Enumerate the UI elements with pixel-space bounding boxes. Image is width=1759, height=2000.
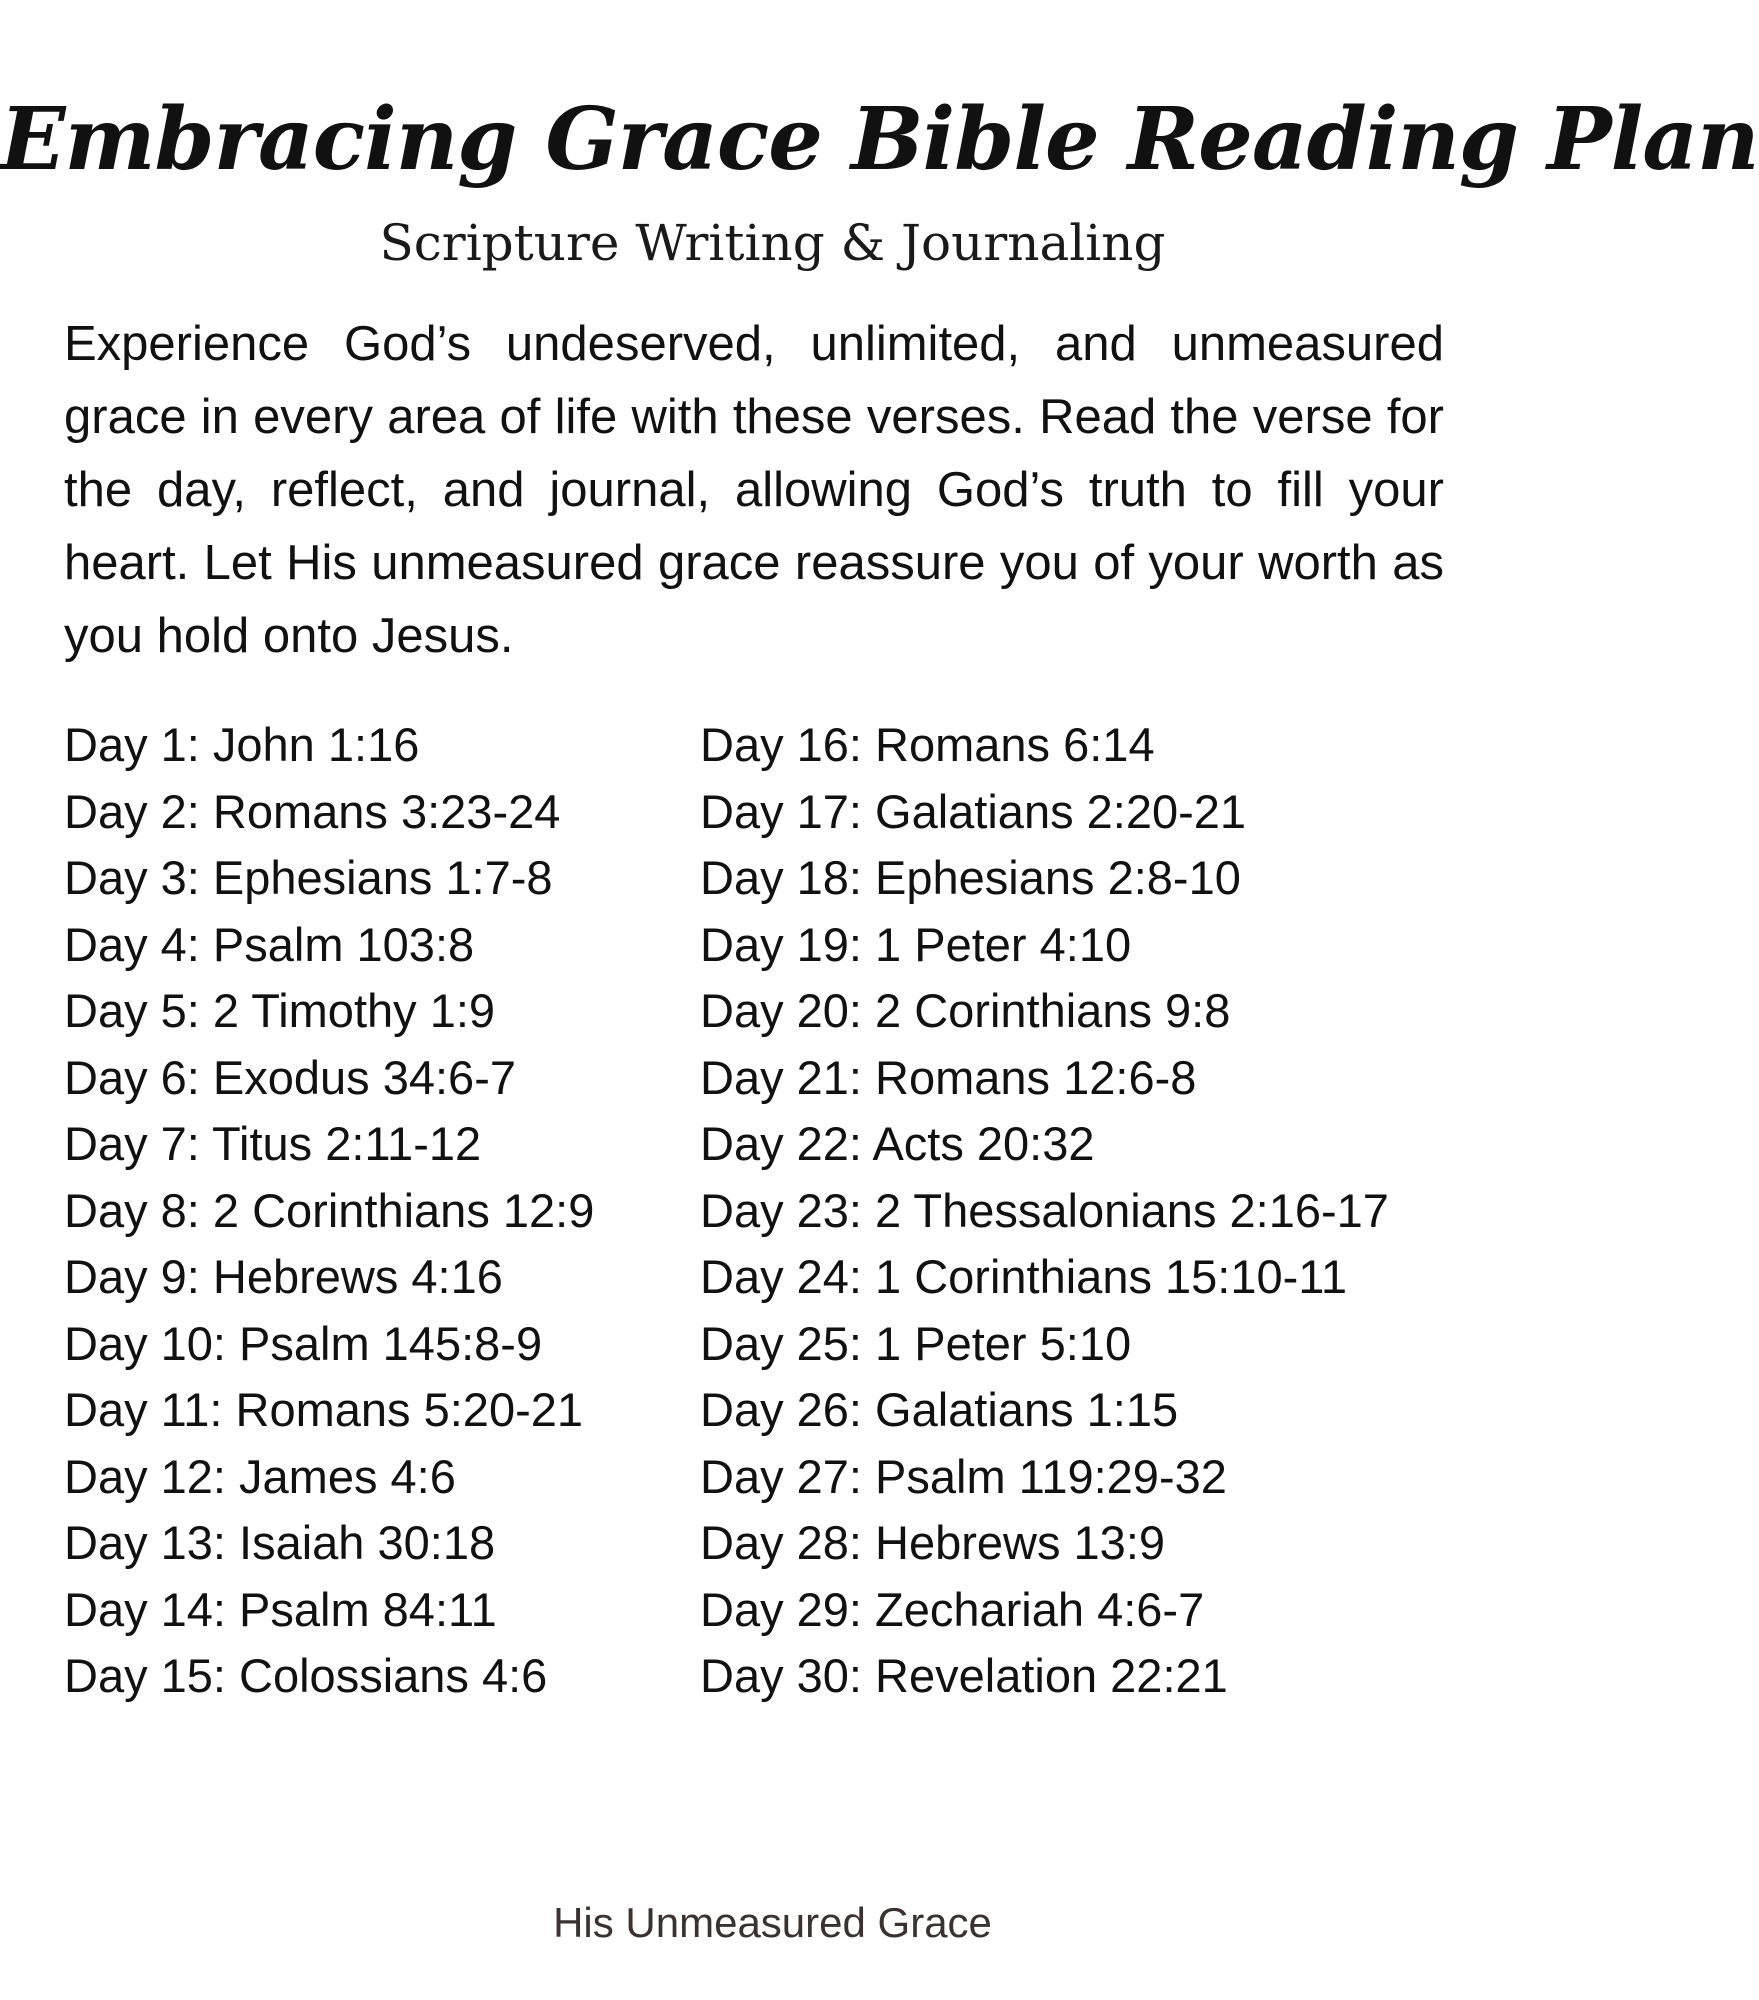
reading-item: Day 3: Ephesians 1:7-8 [64,851,553,904]
reading-item: Day 10: Psalm 145:8-9 [64,1316,543,1370]
reading-item: Day 16: Romans 6:14 [700,718,1155,771]
reading-item: Day 26: Galatians 1:15 [700,1383,1179,1436]
reading-item: Day 17: Galatians 2:20-21 [700,784,1247,838]
reading-item: Day 7: Titus 2:11-12 [64,1117,482,1170]
reading-item: Day 5: 2 Timothy 1:9 [64,984,496,1037]
reading-item: Day 29: Zechariah 4:6-7 [700,1582,1205,1636]
reading-item: Day 28: Hebrews 13:9 [700,1516,1166,1569]
readings-column-right [700,712,1460,1710]
reading-item: Day 27: Psalm 119:29-32 [700,1449,1227,1503]
intro-paragraph: Experience God’s undeserved, unlimited, and unmeasured grace in every area of life with these verses. Read the verse for the day, reflect, and journal, allowing God’s truth to fill your heart. Let His unmeasured grace reassure you of your worth as you hold onto Jesus. [64,317,1444,663]
reading-item: Day 18: Ephesians 2:8-10 [700,851,1241,904]
reading-item: Day 30: Revelation 22:21 [700,1649,1228,1702]
readings-column-left [64,712,704,1710]
reading-item: Day 22: Acts 20:32 [700,1117,1095,1170]
reading-item: Day 1: John 1:16 [64,718,420,771]
reading-item: Day 6: Exodus 34:6-7 [64,1050,516,1104]
reading-item: Day 9: Hebrews 4:16 [64,1250,503,1303]
reading-item: Day 25: 1 Peter 5:10 [700,1316,1132,1370]
reading-item: Day 4: Psalm 103:8 [64,917,475,971]
reading-item: Day 12: James 4:6 [64,1449,456,1503]
reading-item: Day 11: Romans 5:20-21 [64,1383,584,1436]
reading-item: Day 23: 2 Thessalonians 2:16-17 [700,1183,1389,1237]
reading-item: Day 8: 2 Corinthians 12:9 [64,1183,595,1237]
page-title: Embracing Grace Bible Reading Plan [0,89,1759,190]
page-subtitle: Scripture Writing & Journaling [379,214,1166,272]
reading-item: Day 20: 2 Corinthians 9:8 [700,984,1231,1037]
reading-item: Day 21: Romans 12:6-8 [700,1050,1197,1104]
reading-item: Day 2: Romans 3:23-24 [64,784,561,838]
reading-item: Day 13: Isaiah 30:18 [64,1516,496,1569]
reading-item: Day 24: 1 Corinthians 15:10-11 [700,1250,1348,1303]
reading-item: Day 15: Colossians 4:6 [64,1649,548,1702]
footer-brand: His Unmeasured Grace [553,1899,992,1946]
reading-item: Day 19: 1 Peter 4:10 [700,917,1132,971]
reading-item: Day 14: Psalm 84:11 [64,1582,497,1636]
